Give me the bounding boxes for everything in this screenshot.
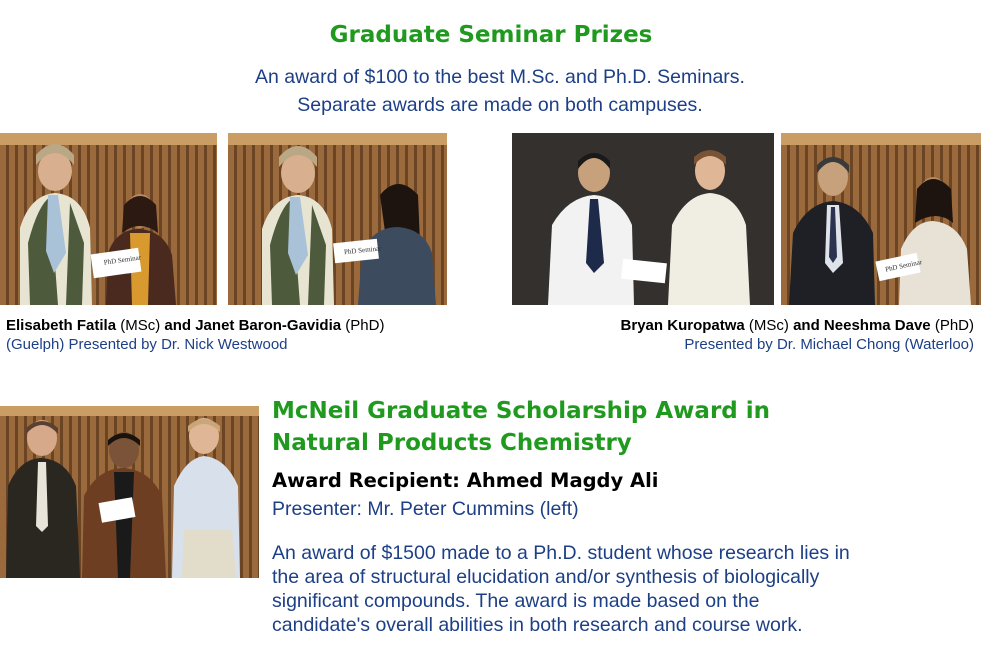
award-presenter: Presenter: Mr. Peter Cummins (left) [272, 498, 579, 520]
degree-label: (PhD) [930, 317, 974, 334]
winner-name-phd: Neeshma Dave [823, 317, 931, 334]
mcneil-title-line1: McNeil Graduate Scholarship Award in [272, 398, 771, 424]
seminar-intro-line2: Separate awards are made on both campuses. [297, 94, 703, 116]
photo-waterloo-msc [512, 133, 774, 305]
winner-name-msc: Bryan Kuropatwa [620, 317, 745, 334]
photo-guelph-phd [228, 133, 447, 305]
winner-name-phd: Janet Baron-Gavidia [195, 317, 342, 334]
degree-label: (PhD) [341, 317, 385, 334]
presenter-line: (Guelph) Presented by Dr. Nick Westwood [6, 336, 288, 353]
waterloo-caption [621, 316, 974, 354]
winner-name-msc: Elisabeth Fatila [6, 317, 117, 334]
description-line: the area of structural elucidation and/or synthesis of biologically [272, 566, 820, 588]
photo-guelph-msc [0, 133, 217, 305]
mcneil-description [272, 541, 850, 637]
envelope-label: PhD Seminar [884, 257, 923, 274]
envelope-label: PhD Seminar [103, 253, 142, 267]
degree-label: (MSc) [116, 317, 165, 334]
seminar-intro-line1: An award of $100 to the best M.Sc. and Ph.D. Seminars. [255, 66, 745, 88]
description-line: An award of $1500 made to a Ph.D. student whose research lies in [272, 542, 850, 564]
description-line: significant compounds. The award is made based on the [272, 590, 760, 612]
presenter-line: Presented by Dr. Michael Chong (Waterloo) [684, 336, 974, 353]
guelph-caption [6, 316, 384, 354]
description-line: candidate's overall abilities in both research and course work. [272, 614, 803, 636]
photo-mcneil-award [0, 406, 259, 578]
photo-waterloo-phd [781, 133, 981, 305]
degree-label: (MSc) [744, 317, 794, 334]
envelope-label: PhD Seminar [343, 244, 382, 257]
and-label: and [164, 317, 196, 334]
and-label: and [793, 317, 824, 334]
seminar-title: Graduate Seminar Prizes [329, 22, 653, 48]
mcneil-title-line2: Natural Products Chemistry [272, 430, 632, 456]
award-recipient: Award Recipient: Ahmed Magdy Ali [272, 469, 659, 492]
